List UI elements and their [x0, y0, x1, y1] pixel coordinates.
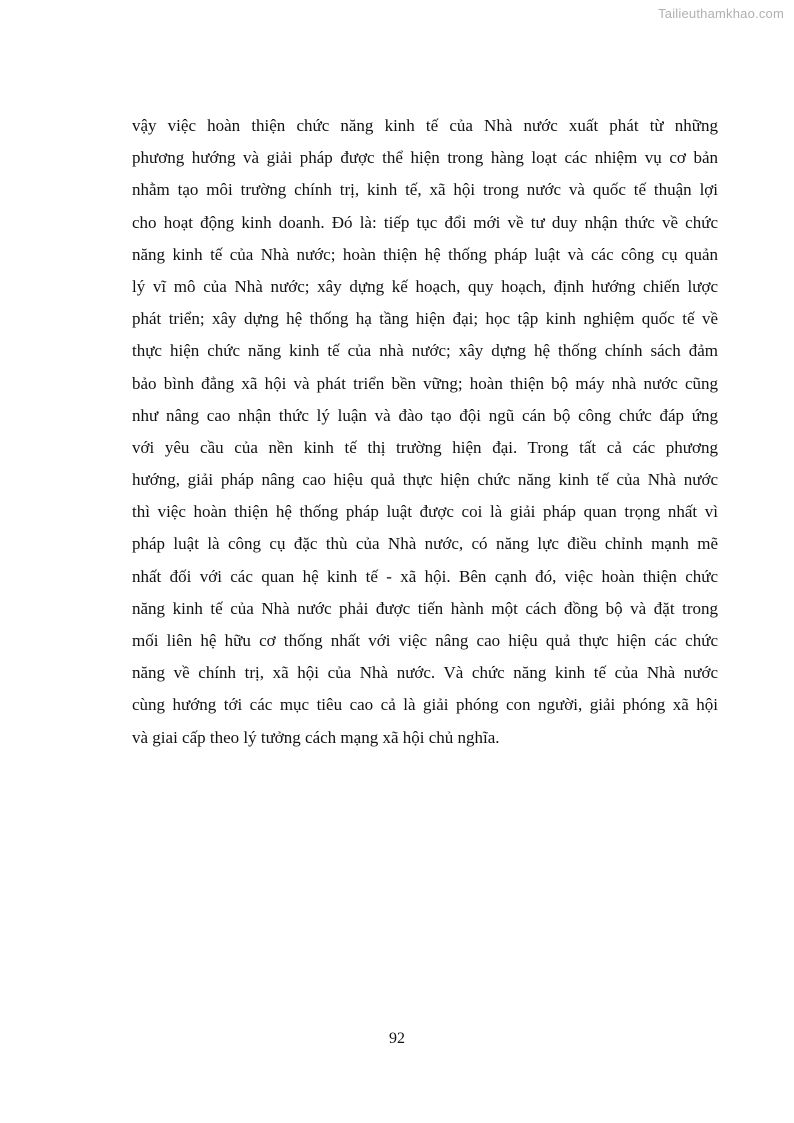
paragraph-line: mối liên hệ hữu cơ thống nhất với việc nâng cao hiệu quả thực hiện các chức	[132, 631, 718, 650]
paragraph-line: phương hướng và giải pháp được thể hiện trong hàng loạt các nhiệm vụ cơ bản	[132, 148, 718, 168]
paragraph-line: pháp luật là công cụ đặc thù của Nhà nước, có năng lực điều chỉnh mạnh mẽ	[132, 534, 718, 554]
paragraph-line: phát triển; xây dựng hệ thống hạ tầng hiện đại; học tập kinh nghiệm quốc tế về	[132, 309, 718, 329]
paragraph-line: năng kinh tế của Nhà nước phải được tiến hành một cách đồng bộ và đặt trong	[132, 598, 718, 618]
paragraph-line: như nâng cao nhận thức lý luận và đào tạo đội ngũ cán bộ công chức đáp ứng	[132, 405, 718, 425]
paragraph-line: cho hoạt động kinh doanh. Đó là: tiếp tục đổi mới về tư duy nhận thức về chức	[132, 212, 718, 232]
paragraph-line: nhất đối với các quan hệ kinh tế - xã hội. Bên cạnh đó, việc hoàn thiện chức	[132, 566, 718, 586]
paragraph-line-last: và giai cấp theo lý tưởng cách mạng xã hội chủ nghĩa.	[132, 727, 500, 747]
paragraph-line: năng kinh tế của Nhà nước; hoàn thiện hệ thống pháp luật và các công cụ quản	[132, 244, 718, 264]
paragraph-line: năng về chính trị, xã hội của Nhà nước. Và chức năng kinh tế của Nhà nước	[132, 663, 718, 683]
paragraph-line: thực hiện chức năng kinh tế của nhà nước; xây dựng hệ thống chính sách đảm	[132, 341, 718, 361]
paragraph-line: cùng hướng tới các mục tiêu cao cả là giải phóng con người, giải phóng xã hội	[132, 695, 718, 715]
paragraph-line: với yêu cầu của nền kinh tế thị trường hiện đại. Trong tất cả các phương	[132, 437, 718, 457]
paragraph-line: bảo bình đẳng xã hội và phát triển bền vững; hoàn thiện bộ máy nhà nước cũng	[132, 373, 718, 393]
body-paragraph	[132, 110, 718, 754]
paragraph-line: hướng, giải pháp nâng cao hiệu quả thực hiện chức năng kinh tế của Nhà nước	[132, 470, 718, 490]
paragraph-line: nhằm tạo môi trường chính trị, kinh tế, xã hội trong nước và quốc tế thuận lợi	[132, 180, 718, 200]
paragraph-line: vậy việc hoàn thiện chức năng kinh tế của Nhà nước xuất phát từ những	[132, 116, 718, 135]
page-number: 92	[389, 1030, 405, 1047]
watermark-text: Tailieuthamkhao.com	[658, 6, 784, 21]
paragraph-line: thì việc hoàn thiện hệ thống pháp luật được coi là giải pháp quan trọng nhất vì	[132, 502, 718, 522]
paragraph-line: lý vĩ mô của Nhà nước; xây dựng kế hoạch, quy hoạch, định hướng chiến lược	[132, 276, 718, 296]
